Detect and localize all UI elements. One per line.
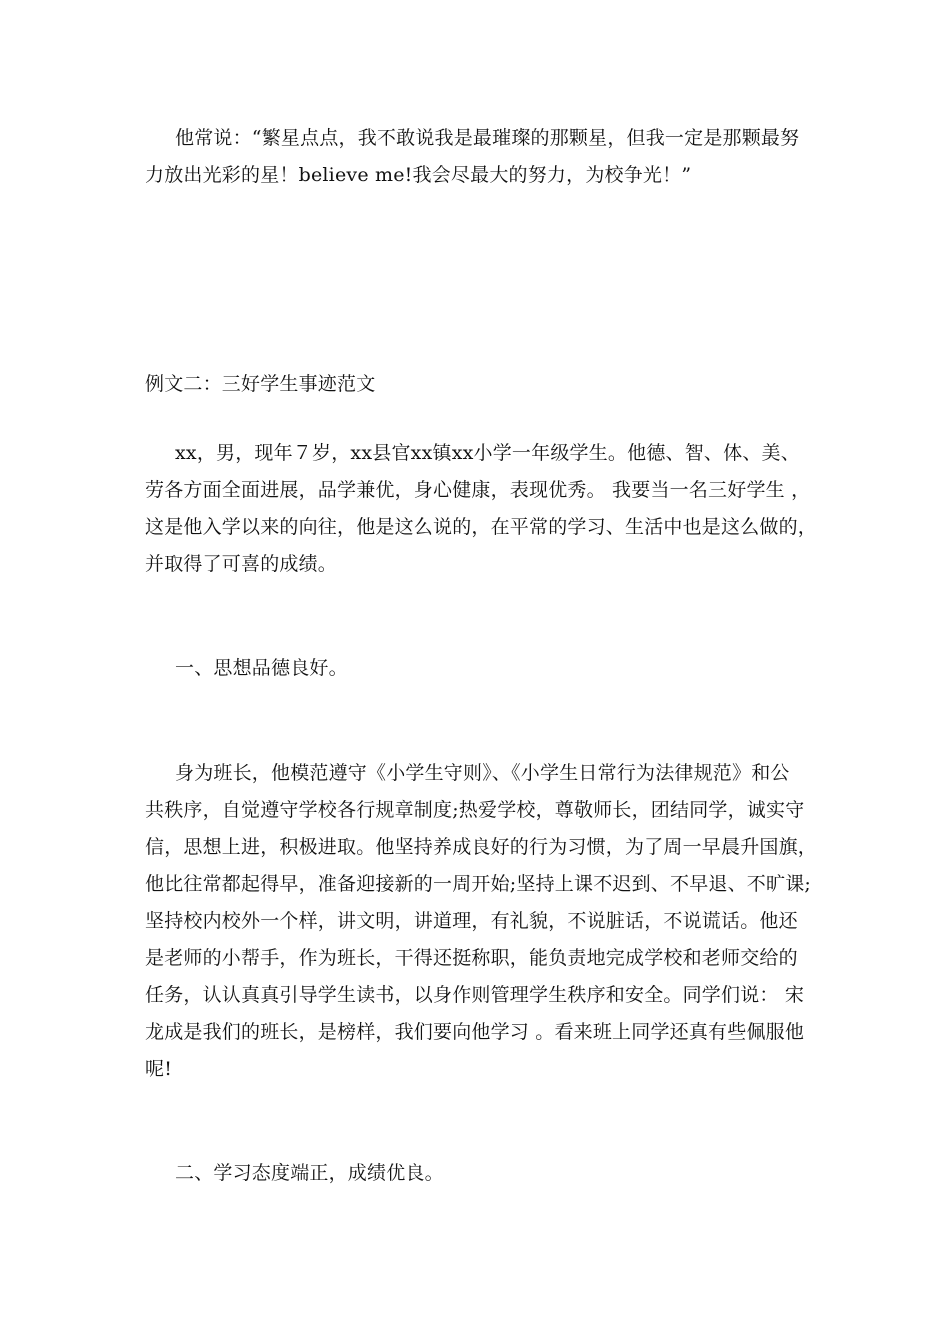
paragraph-3-line: 他比往常都起得早，准备迎接新的一周开始;坚持上课不迟到、不早退、不旷课; bbox=[145, 873, 812, 895]
heading-study-attitude: 二、学习态度端正，成绩优良。 bbox=[175, 1162, 444, 1184]
paragraph-1-line: 力放出光彩的星！believe me!我会尽最大的努力，为校争光！” bbox=[145, 164, 692, 186]
heading-thought-morality: 一、思想品德良好。 bbox=[175, 657, 348, 679]
paragraph-3-line: 任务，认认真真引导学生读书，以身作则管理学生秩序和安全。同学们说： 宋 bbox=[145, 984, 805, 1006]
paragraph-2-line: 这是他入学以来的向往，他是这么说的，在平常的学习、生活中也是这么做的， bbox=[145, 516, 818, 538]
paragraph-3-line: 龙成是我们的班长，是榜样，我们要向他学习 。看来班上同学还真有些佩服他 bbox=[145, 1021, 805, 1043]
paragraph-3-line: 是老师的小帮手，作为班长，干得还挺称职，能负责地完成学校和老师交给的 bbox=[145, 947, 798, 969]
paragraph-2-line: 劳各方面全面进展，品学兼优，身心健康，表现优秀。 我要当一名三好学生 ， bbox=[145, 479, 811, 501]
paragraph-3-line: 坚持校内校外一个样，讲文明，讲道理，有礼貌，不说脏话，不说谎话。他还 bbox=[145, 910, 798, 932]
paragraph-3-line: 呢! bbox=[145, 1058, 173, 1080]
paragraph-1-line: 他常说：“繁星点点，我不敢说我是最璀璨的那颗星，但我一定是那颗最努 bbox=[175, 127, 800, 149]
paragraph-3-line: 信，思想上进，积极进取。他坚持养成良好的行为习惯，为了周一早晨升国旗， bbox=[145, 836, 818, 858]
paragraph-3-line: 身为班长，他模范遵守《小学生守则》、《小学生日常行为法律规范》和公 bbox=[175, 762, 790, 784]
paragraph-2-line: xx，男，现年７岁，xx县官xx镇xx小学一年级学生。他德、智、体、美、 bbox=[175, 442, 800, 464]
section-title: 例文二：三好学生事迹范文 bbox=[145, 373, 376, 395]
paragraph-3-line: 共秩序，自觉遵守学校各行规章制度;热爱学校，尊敬师长，团结同学，诚实守 bbox=[145, 799, 805, 821]
paragraph-2-line: 并取得了可喜的成绩。 bbox=[145, 553, 338, 575]
